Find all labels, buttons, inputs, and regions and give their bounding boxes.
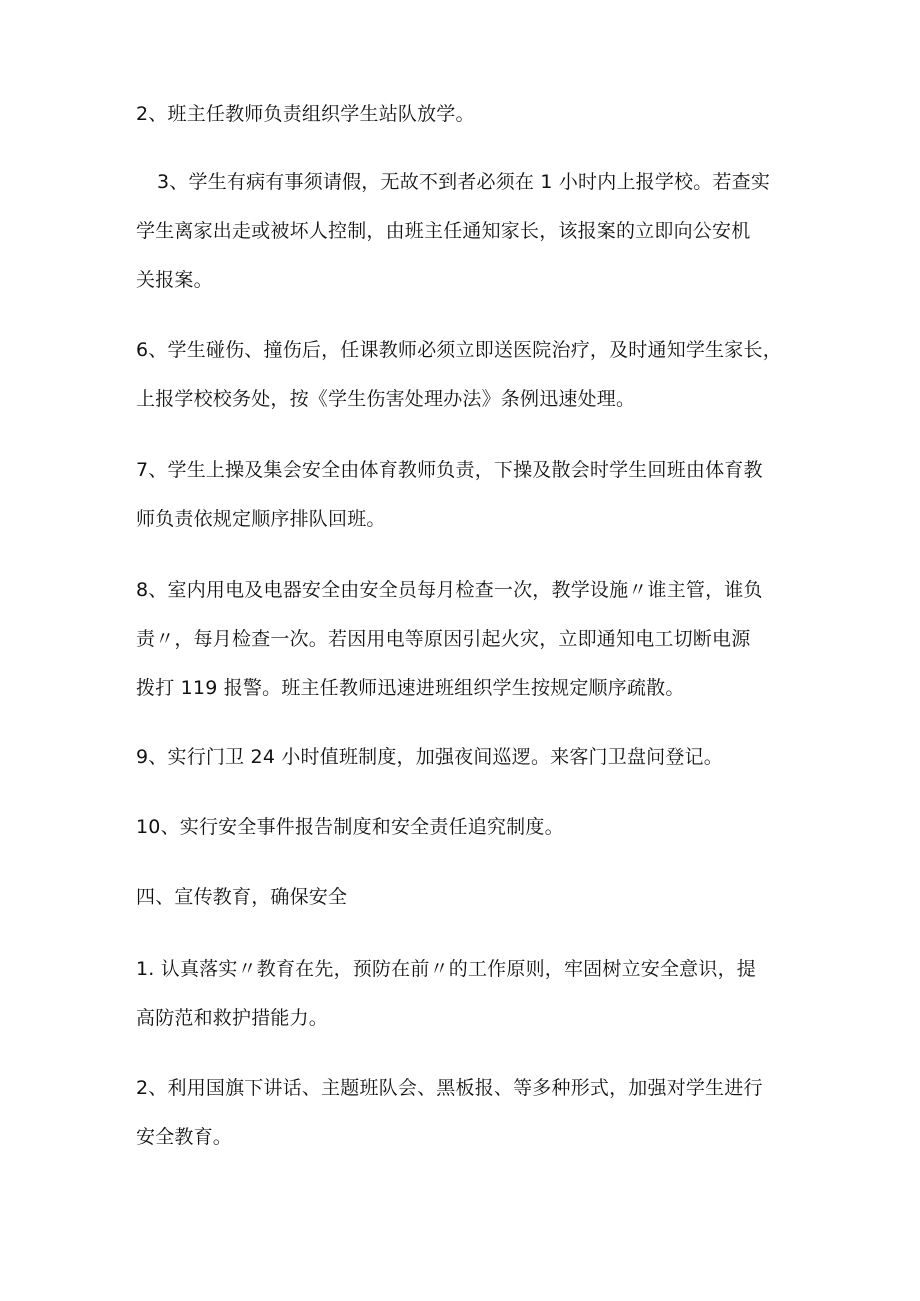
education-item-2-line-2: 安全教育。	[136, 1126, 233, 1148]
paragraph-6-line-2: 上报学校校务处，按《学生伤害处理办法》条例迅速处理。	[136, 388, 636, 410]
education-item-1-line-2: 高防范和救护措能力。	[136, 1007, 329, 1029]
paragraph-3-line-3: 关报案。	[136, 269, 213, 291]
paragraph-6-line-1: 6、学生碰伤、撞伤后，任课教师必须立即送医院治疗，及时通知学生家长，	[136, 339, 782, 361]
education-item-1-line-1: 1. 认真落实〃教育在先，预防在前〃的工作原则，牢固树立安全意识，提	[136, 958, 756, 980]
education-item-2-line-1: 2、利用国旗下讲话、主题班队会、黑板报、等多种形式，加强对学生进行	[136, 1077, 763, 1099]
paragraph-8-line-2: 责〃，每月检查一次。若因用电等原因引起火灾，立即通知电工切断电源	[136, 628, 751, 650]
paragraph-8-line-3: 拨打 119 报警。班主任教师迅速进班组织学生按规定顺序疏散。	[136, 677, 685, 699]
paragraph-8-line-1: 8、室内用电及电器安全由安全员每月检查一次，教学设施〃谁主管，谁负	[136, 579, 763, 601]
paragraph-3-line-2: 学生离家出走或被坏人控制，由班主任通知家长，该报案的立即向公安机	[136, 220, 751, 242]
paragraph-2-line-1: 2、班主任教师负责组织学生站队放学。	[136, 103, 475, 125]
paragraph-10-line-1: 10、实行安全事件报告制度和安全责任追究制度。	[136, 816, 564, 838]
paragraph-3-line-1: 3、学生有病有事须请假，无故不到者必须在 1 小时内上报学校。若查实	[157, 171, 771, 193]
paragraph-9-line-1: 9、实行门卫 24 小时值班制度，加强夜间巡逻。来客门卫盘问登记。	[136, 746, 723, 768]
paragraph-7-line-1: 7、学生上操及集会安全由体育教师负责，下操及散会时学生回班由体育教	[136, 459, 763, 481]
section-heading-4: 四、宣传教育，确保安全	[136, 886, 348, 908]
paragraph-7-line-2: 师负责依规定顺序排队回班。	[136, 508, 386, 530]
